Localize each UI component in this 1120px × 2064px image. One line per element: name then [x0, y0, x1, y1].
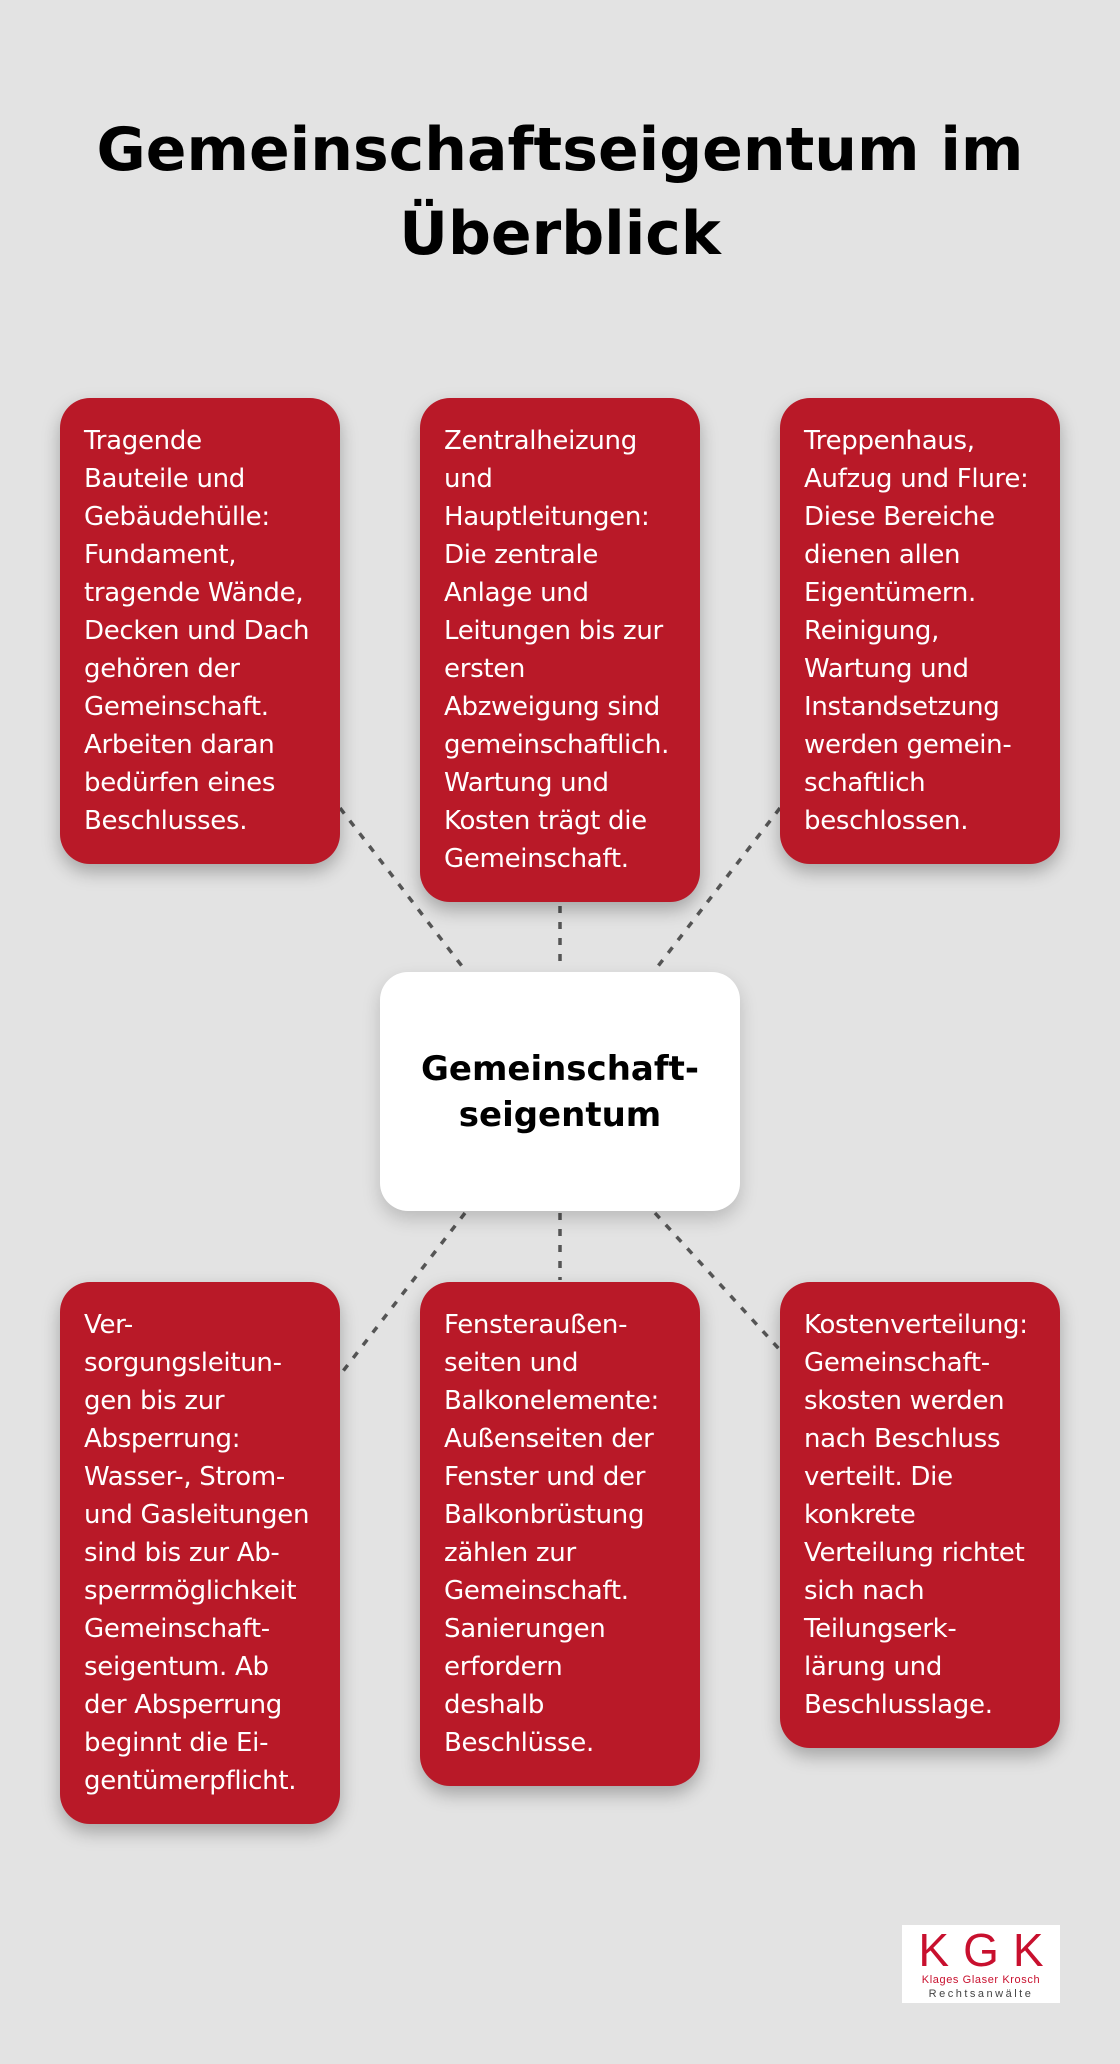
card-text-line: zählen zur — [444, 1538, 576, 1568]
card-text-line: konkrete — [804, 1500, 916, 1530]
card-text-line: Fundament, — [84, 540, 237, 570]
logo-names: Klages Glaser Krosch — [921, 1974, 1041, 1986]
card-text-line: gehören der — [84, 654, 240, 684]
card-text-line: gen bis zur — [84, 1386, 225, 1416]
card-text-line: Leitungen bis zur — [444, 616, 663, 646]
card-text-line: und Gasleitungen — [84, 1500, 310, 1530]
card-text-line: Hauptleitungen: — [444, 502, 650, 532]
card-text-line: Treppenhaus, — [804, 426, 975, 456]
center-node — [380, 972, 740, 1211]
card-text-line: Kosten trägt die — [444, 806, 647, 836]
card-text-line: Wartung und — [804, 654, 969, 684]
card-text-line: Diese Bereiche — [804, 502, 995, 532]
card-text-line: Gemeinschaft- — [84, 1614, 270, 1644]
card-text-line: Sanierungen — [444, 1614, 606, 1644]
card-text-line: sind bis zur Ab- — [84, 1538, 280, 1568]
logo-subtitle: Rechtsanwälte — [928, 1988, 1034, 2000]
card-text-line: seigentum. Ab — [84, 1652, 269, 1682]
card-text-line: werden gemein- — [804, 730, 1012, 760]
card-text-line: Aufzug und Flure: — [804, 464, 1029, 494]
card-text-line: Die zentrale — [444, 540, 599, 570]
card-text-line: tragende Wände, — [84, 578, 304, 608]
card-text-line: verteilt. Die — [804, 1462, 953, 1492]
card-zentralheizung — [420, 398, 700, 902]
card-text-line: der Absperrung — [84, 1690, 282, 1720]
card-text-line: beschlossen. — [804, 806, 969, 836]
card-text-line: Decken und Dach — [84, 616, 310, 646]
card-text-line: Anlage und — [444, 578, 589, 608]
card-text-line: nach Beschluss — [804, 1424, 1001, 1454]
card-text-line: Beschlüsse. — [444, 1728, 594, 1758]
card-text-line: Gemeinschaft. — [84, 692, 269, 722]
card-text-line: sorgungsleitun- — [84, 1348, 282, 1378]
card-text-line: gemeinschaftlich. — [444, 730, 670, 760]
card-text-line: erfordern — [444, 1652, 563, 1682]
title-line-2: Überblick — [399, 199, 721, 269]
title-line-1: Gemeinschaftseigentum im — [96, 115, 1024, 185]
card-text-line: Fenster und der — [444, 1462, 646, 1492]
card-text-line: Abzweigung sind — [444, 692, 660, 722]
card-text-line: Eigentümern. — [804, 578, 977, 608]
card-text-line: sperrmöglichkeit — [84, 1576, 297, 1606]
card-versorgungsleitungen — [60, 1282, 340, 1824]
card-text-line: Wartung und — [444, 768, 609, 798]
card-kostenverteilung — [780, 1282, 1060, 1748]
logo-mark: KGK — [918, 1924, 1058, 1976]
card-text-line: Balkonelemente: — [444, 1386, 659, 1416]
card-text-line: seiten und — [444, 1348, 579, 1378]
card-text-line: skosten werden — [804, 1386, 1005, 1416]
center-line-2: seigentum — [458, 1094, 662, 1135]
kgk-logo — [902, 1925, 1060, 2003]
card-text-line: Teilungserk- — [804, 1614, 957, 1644]
card-text-line: Gemeinschaft. — [444, 844, 629, 874]
card-text-line: Beschlusslage. — [804, 1690, 993, 1720]
card-text-line: Tragende — [84, 426, 202, 456]
card-text-line: Gemeinschaft. — [444, 1576, 629, 1606]
card-fensteraussenseiten — [420, 1282, 700, 1786]
card-text-line: Arbeiten daran — [84, 730, 275, 760]
card-text-line: Verteilung richtet — [804, 1538, 1025, 1568]
card-text-line: Beschlusses. — [84, 806, 248, 836]
card-text-line: Gemeinschaft- — [804, 1348, 990, 1378]
card-treppenhaus — [780, 398, 1060, 864]
card-text-line: Absperrung: — [84, 1424, 241, 1454]
card-text-line: Ver- — [84, 1310, 133, 1340]
card-text-line: gentümerpflicht. — [84, 1766, 297, 1796]
card-text-line: schaftlich — [804, 768, 926, 798]
center-line-1: Gemeinschaft- — [420, 1048, 699, 1089]
card-text-line: Kostenverteilung: — [804, 1310, 1028, 1340]
card-text-line: lärung und — [804, 1652, 943, 1682]
card-text-line: Reinigung, — [804, 616, 940, 646]
card-text-line: Balkonbrüstung — [444, 1500, 645, 1530]
page-title — [60, 108, 1060, 276]
card-text-line: dienen allen — [804, 540, 961, 570]
card-text-line: Zentralheizung — [444, 426, 637, 456]
card-text-line: und — [444, 464, 493, 494]
card-text-line: ersten — [444, 654, 526, 684]
card-text-line: Außenseiten der — [444, 1424, 654, 1454]
card-text-line: Wasser-, Strom- — [84, 1462, 285, 1492]
card-text-line: Bauteile und — [84, 464, 246, 494]
card-text-line: Instandsetzung — [804, 692, 1000, 722]
card-text-line: deshalb — [444, 1690, 545, 1720]
card-text-line: sich nach — [804, 1576, 925, 1606]
card-text-line: Gebäudehülle: — [84, 502, 270, 532]
card-text-line: beginnt die Ei- — [84, 1728, 269, 1758]
card-text-line: Fensteraußen- — [444, 1310, 628, 1340]
card-tragende-bauteile — [60, 398, 340, 864]
card-text-line: bedürfen eines — [84, 768, 276, 798]
